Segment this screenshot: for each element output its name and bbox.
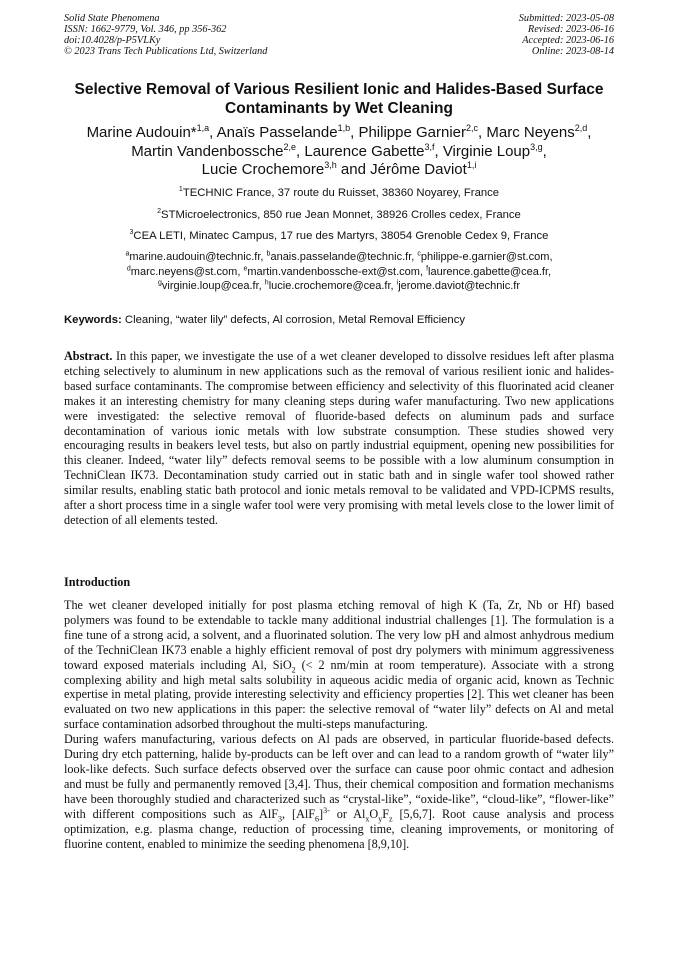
revised-date: Revised: 2023-06-16	[527, 24, 614, 35]
doi-line[interactable]: doi:10.4028/p-P5VLKy	[64, 35, 161, 46]
introduction-body	[64, 598, 614, 851]
section-heading-introduction: Introduction	[64, 575, 131, 589]
email-link[interactable]: laurence.gabette@cea.fr,	[428, 265, 552, 278]
affiliation-2: $^2$STMicroelectronics, 850 rue Jean Monnet, 38926 Crolles cedex, France	[157, 208, 521, 221]
email-link[interactable]: marine.audouin@technic.fr	[129, 251, 261, 263]
keywords-label: Keywords:	[64, 314, 122, 326]
keywords-text: Cleaning, “water lily” defects, Al corrosion, Metal Removal Efficiency	[121, 314, 465, 326]
email-link[interactable]: virginie.loup@cea.fr	[161, 280, 259, 292]
author: Marc Neyens$^{2,d}$	[486, 123, 588, 141]
accepted-date: Accepted: 2023-06-16	[522, 35, 614, 46]
author: Marine Audouin*$^{1,a}$	[86, 123, 210, 141]
journal-info	[64, 13, 267, 57]
author: Laurence Gabette$^{3,f}$	[304, 141, 435, 160]
email-link[interactable]: martin.vandenbossche-ext@st.com	[247, 265, 420, 278]
email-list: $^a$marine.audouin@technic.fr, $^b$anais.passelande@technic.fr, $^c$philippe-e.garnier@st.com, $^d$marc.neyens@st.com, $^e$martin.vandenbossche-ext@st.com, $^f$laurence.gabette@cea.fr, $^g$virginie.loup@cea.fr, $^h$lucie.crochemore@cea.fr, $^i$jerome.daviot@technic.fr	[125, 250, 553, 292]
paper-title: Selective Removal of Various Resilient Ionic and Halides-Based Surface Contaminants by Wet Cleaning	[74, 81, 604, 117]
author-list: Marine Audouin*$^{1,a}$, Anaïs Passelande$^{1,b}$, Philippe Garnier$^{2,c}$, Marc Neyens$^{2,d}$, Martin Vandenbossche$^{2,e}$, Laurence Gabette$^{3,f}$, Virginie Loup$^{3,g}$, Lucie Crochemore$^{3,h}$ and Jérôme Daviot$^{1,i}$	[86, 123, 592, 178]
author: Lucie Crochemore$^{3,h}$	[201, 160, 337, 178]
submission-dates	[519, 13, 614, 57]
online-date: Online: 2023-08-14	[531, 46, 614, 57]
abstract-text: In this paper, we investigate the use of a wet cleaner developed to dissolve residues left after plasma etching selectively to aluminum in new applications such as the removal of various resilient ionic and halides-based surface contaminants. The compromise between efficiency and selectivity of this fluorinated acid cleaner makes it an interesting chemistry for many cleaning steps during wafer manufacturing. Two new applications were investigated: the selective removal of fluoride-based defects on aluminum pads and surface decontamination of various ionic metals with low substrate consumption. These studies showed very encouraging results in beakers level tests, but also on partly industrial equipment, opening new possibilities for this cleaner. Indeed, “water lily” defects removal seems to be possible with a low aluminum consumption in TechniClean IK73. Decontamination study carried out in static bath and in single wafer tool showed rather similar results, enabling static bath protocol and ionic metals removal to be validated and VPD-ICPMS results, after a short process time in a single wafer tool were very promising with metal levels close to the lower limit of detection of all elements tested.	[64, 349, 614, 527]
author: Martin Vandenbossche$^{2,e}$	[131, 141, 297, 160]
abstract	[64, 349, 614, 528]
submitted-date: Submitted: 2023-05-08	[518, 13, 614, 24]
author: Anaïs Passelande$^{1,b}$	[216, 123, 351, 141]
author: Philippe Garnier$^{2,c}$	[358, 123, 479, 141]
email-link[interactable]: anais.passelande@technic.fr	[270, 251, 412, 263]
copyright-line: © 2023 Trans Tech Publications Ltd, Switzerland	[64, 46, 268, 57]
email-link[interactable]: marc.neyens@st.com	[130, 265, 238, 278]
affiliation-1: $^1$TECHNIC France, 37 route du Ruisset, 38360 Noyarey, France	[178, 186, 500, 199]
email-link[interactable]: philippe-e.garnier@st.com,	[420, 251, 553, 263]
journal-name: Solid State Phenomena	[64, 13, 160, 24]
author: Virginie Loup$^{3,g}$	[442, 141, 543, 160]
email-link[interactable]: jerome.daviot@technic.fr	[398, 280, 521, 292]
issn-line: ISSN: 1662-9779, Vol. 346, pp 356-362	[64, 24, 227, 35]
paragraph: During wafers manufacturing, various defects on Al pads are observed, in particular fluoride-based defects. During dry etch patterning, halide by-products can be left over and can lead to a random growth of “water lily” look-like defects. Such surface defects observed over the surface can cause poor ohmic contact and adhesion and must be fully and permanently removed [3,4]. Thus, their chemical composition and formation mechanisms have been thoroughly studied and characterized such as “crystal-like”, “oxide-like”, “cloud-like”, “flower-like” with different compositions such as AlF$_3$, $[AlF_6]^{3-}$ or $Al_xO_yF_z$ [5,6,7]. Root cause analysis and process optimization, e.g. plasma change, reduction of processing time, cleaning improvements, or monitoring of fluorine content, enabled to minimize the seeding phenomena [8,9,10].	[64, 732, 615, 851]
affiliation-3: $^3$CEA LETI, Minatec Campus, 17 rue des Martyrs, 38054 Grenoble Cedex 9, France	[129, 229, 549, 242]
abstract-label: Abstract.	[64, 349, 113, 363]
paragraph: The wet cleaner developed initially for post plasma etching removal of high K (Ta, Zr, Nb or Hf) based polymers was found to be extendable to tackle many additional industrial challenges [1]. The formulation is a fine tune of a strong acid, a solvent, and a fluorinated solution. The very low pH and almost anhydrous medium of the TechniClean IK73 enable a highly efficient removal of post dry polymers with minimum aggressiveness toward exposed materials including Al, SiO$_2$ (< 2 nm/min at room temperature). Associate with a strong complexing ability and high metal salts solubility in aqueous acidic media of organic acid, known as Technic expertise in metal plating, provide interesting selectivity and efficiency properties [2]. This wet cleaner has been evaluated on two new applications in this paper: the selective removal of “water lily” defects on Al and metal surface contamination adsorbed throughout the multi-steps manufacturing.	[64, 598, 614, 732]
keywords-line	[64, 314, 465, 326]
author: Jérôme Daviot$^{1,i}$	[370, 160, 477, 178]
email-link[interactable]: lucie.crochemore@cea.fr	[268, 280, 391, 292]
